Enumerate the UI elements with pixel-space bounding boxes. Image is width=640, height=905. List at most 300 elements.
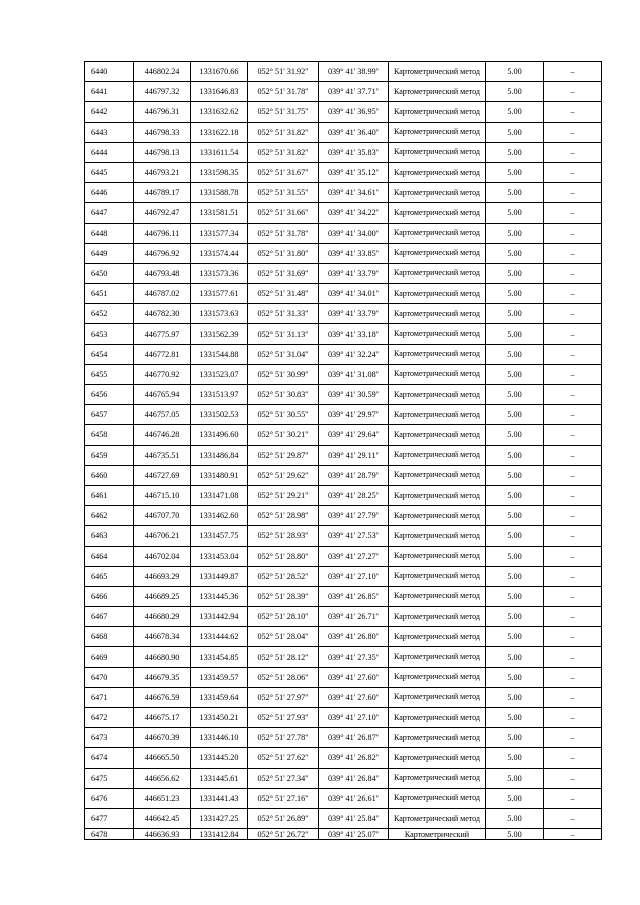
method-cell: Картометрический метод bbox=[389, 748, 486, 768]
latitude-cell: 052° 51' 28.98" bbox=[248, 506, 319, 526]
x-coordinate-cell: 446787.02 bbox=[134, 284, 191, 304]
accuracy-cell: 5.00 bbox=[486, 243, 544, 263]
description-cell: – bbox=[544, 62, 602, 82]
latitude-cell: 052° 51' 31.80" bbox=[248, 243, 319, 263]
table-row bbox=[85, 586, 602, 606]
y-coordinate-cell: 1331562.39 bbox=[191, 324, 248, 344]
point-number-cell: 6463 bbox=[85, 526, 134, 546]
accuracy-cell: 5.00 bbox=[486, 445, 544, 465]
longitude-cell: 039° 41' 27.10" bbox=[319, 566, 389, 586]
accuracy-cell: 5.00 bbox=[486, 728, 544, 748]
point-number-cell: 6445 bbox=[85, 162, 134, 182]
latitude-cell: 052° 51' 29.21" bbox=[248, 485, 319, 505]
x-coordinate-cell: 446665.50 bbox=[134, 748, 191, 768]
latitude-cell: 052° 51' 27.93" bbox=[248, 708, 319, 728]
method-cell: Картометрический метод bbox=[389, 142, 486, 162]
description-cell: – bbox=[544, 183, 602, 203]
longitude-cell: 039° 41' 26.80" bbox=[319, 627, 389, 647]
point-number-cell: 6468 bbox=[85, 627, 134, 647]
description-cell: – bbox=[544, 425, 602, 445]
point-number-cell: 6452 bbox=[85, 304, 134, 324]
description-cell: – bbox=[544, 243, 602, 263]
description-cell: – bbox=[544, 263, 602, 283]
y-coordinate-cell: 1331445.61 bbox=[191, 768, 248, 788]
description-cell: – bbox=[544, 526, 602, 546]
longitude-cell: 039° 41' 35.83" bbox=[319, 142, 389, 162]
point-number-cell: 6441 bbox=[85, 82, 134, 102]
point-number-cell: 6450 bbox=[85, 263, 134, 283]
latitude-cell: 052° 51' 28.80" bbox=[248, 546, 319, 566]
method-cell: Картометрический метод bbox=[389, 647, 486, 667]
point-number-cell: 6444 bbox=[85, 142, 134, 162]
point-number-cell: 6470 bbox=[85, 667, 134, 687]
method-cell: Картометрический метод bbox=[389, 425, 486, 445]
x-coordinate-cell: 446680.29 bbox=[134, 607, 191, 627]
latitude-cell: 052° 51' 31.92" bbox=[248, 62, 319, 82]
table-row bbox=[85, 183, 602, 203]
latitude-cell: 052° 51' 31.33" bbox=[248, 304, 319, 324]
point-number-cell: 6443 bbox=[85, 122, 134, 142]
table-row bbox=[85, 263, 602, 283]
point-number-cell: 6455 bbox=[85, 364, 134, 384]
y-coordinate-cell: 1331445.36 bbox=[191, 586, 248, 606]
point-number-cell: 6472 bbox=[85, 708, 134, 728]
method-cell: Картометрический метод bbox=[389, 728, 486, 748]
x-coordinate-cell: 446802.24 bbox=[134, 62, 191, 82]
accuracy-cell: 5.00 bbox=[486, 485, 544, 505]
x-coordinate-cell: 446797.32 bbox=[134, 82, 191, 102]
x-coordinate-cell: 446678.34 bbox=[134, 627, 191, 647]
y-coordinate-cell: 1331496.60 bbox=[191, 425, 248, 445]
method-cell: Картометрический метод bbox=[389, 364, 486, 384]
y-coordinate-cell: 1331449.87 bbox=[191, 566, 248, 586]
y-coordinate-cell: 1331412.84 bbox=[191, 829, 248, 840]
accuracy-cell: 5.00 bbox=[486, 263, 544, 283]
point-number-cell: 6467 bbox=[85, 607, 134, 627]
latitude-cell: 052° 51' 31.67" bbox=[248, 162, 319, 182]
longitude-cell: 039° 41' 29.11" bbox=[319, 445, 389, 465]
accuracy-cell: 5.00 bbox=[486, 647, 544, 667]
longitude-cell: 039° 41' 26.82" bbox=[319, 748, 389, 768]
description-cell: – bbox=[544, 142, 602, 162]
description-cell: – bbox=[544, 768, 602, 788]
accuracy-cell: 5.00 bbox=[486, 788, 544, 808]
description-cell: – bbox=[544, 586, 602, 606]
latitude-cell: 052° 51' 28.52" bbox=[248, 566, 319, 586]
table-row bbox=[85, 829, 602, 840]
latitude-cell: 052° 51' 28.04" bbox=[248, 627, 319, 647]
x-coordinate-cell: 446770.92 bbox=[134, 364, 191, 384]
table-row bbox=[85, 62, 602, 82]
table-row bbox=[85, 647, 602, 667]
y-coordinate-cell: 1331513.97 bbox=[191, 385, 248, 405]
description-cell: – bbox=[544, 566, 602, 586]
description-cell: – bbox=[544, 788, 602, 808]
latitude-cell: 052° 51' 31.78" bbox=[248, 82, 319, 102]
point-number-cell: 6448 bbox=[85, 223, 134, 243]
longitude-cell: 039° 41' 32.24" bbox=[319, 344, 389, 364]
method-cell: Картометрический метод bbox=[389, 566, 486, 586]
latitude-cell: 052° 51' 27.62" bbox=[248, 748, 319, 768]
x-coordinate-cell: 446656.62 bbox=[134, 768, 191, 788]
method-cell: Картометрический метод bbox=[389, 465, 486, 485]
x-coordinate-cell: 446798.33 bbox=[134, 122, 191, 142]
x-coordinate-cell: 446782.30 bbox=[134, 304, 191, 324]
table-row bbox=[85, 485, 602, 505]
latitude-cell: 052° 51' 28.93" bbox=[248, 526, 319, 546]
x-coordinate-cell: 446775.97 bbox=[134, 324, 191, 344]
longitude-cell: 039° 41' 36.95" bbox=[319, 102, 389, 122]
latitude-cell: 052° 51' 27.34" bbox=[248, 768, 319, 788]
table-row bbox=[85, 102, 602, 122]
point-number-cell: 6466 bbox=[85, 586, 134, 606]
longitude-cell: 039° 41' 35.12" bbox=[319, 162, 389, 182]
y-coordinate-cell: 1331459.57 bbox=[191, 667, 248, 687]
longitude-cell: 039° 41' 33.85" bbox=[319, 243, 389, 263]
x-coordinate-cell: 446757.05 bbox=[134, 405, 191, 425]
x-coordinate-cell: 446793.48 bbox=[134, 263, 191, 283]
latitude-cell: 052° 51' 26.72" bbox=[248, 829, 319, 840]
longitude-cell: 039° 41' 26.71" bbox=[319, 607, 389, 627]
point-number-cell: 6458 bbox=[85, 425, 134, 445]
table-row bbox=[85, 344, 602, 364]
latitude-cell: 052° 51' 31.75" bbox=[248, 102, 319, 122]
method-cell: Картометрический метод bbox=[389, 546, 486, 566]
accuracy-cell: 5.00 bbox=[486, 223, 544, 243]
table-row bbox=[85, 203, 602, 223]
point-number-cell: 6478 bbox=[85, 829, 134, 840]
longitude-cell: 039° 41' 29.64" bbox=[319, 425, 389, 445]
latitude-cell: 052° 51' 30.99" bbox=[248, 364, 319, 384]
table-row bbox=[85, 808, 602, 828]
method-cell: Картометрический метод bbox=[389, 526, 486, 546]
y-coordinate-cell: 1331502.53 bbox=[191, 405, 248, 425]
method-cell: Картометрический метод bbox=[389, 708, 486, 728]
description-cell: – bbox=[544, 304, 602, 324]
x-coordinate-cell: 446675.17 bbox=[134, 708, 191, 728]
description-cell: – bbox=[544, 405, 602, 425]
x-coordinate-cell: 446702.04 bbox=[134, 546, 191, 566]
x-coordinate-cell: 446796.92 bbox=[134, 243, 191, 263]
point-number-cell: 6453 bbox=[85, 324, 134, 344]
y-coordinate-cell: 1331471.08 bbox=[191, 485, 248, 505]
method-cell: Картометрический метод bbox=[389, 223, 486, 243]
longitude-cell: 039° 41' 28.25" bbox=[319, 485, 389, 505]
longitude-cell: 039° 41' 27.60" bbox=[319, 687, 389, 707]
latitude-cell: 052° 51' 31.55" bbox=[248, 183, 319, 203]
accuracy-cell: 5.00 bbox=[486, 385, 544, 405]
description-cell: – bbox=[544, 324, 602, 344]
table-row bbox=[85, 566, 602, 586]
point-number-cell: 6459 bbox=[85, 445, 134, 465]
accuracy-cell: 5.00 bbox=[486, 304, 544, 324]
description-cell: – bbox=[544, 162, 602, 182]
longitude-cell: 039° 41' 34.00" bbox=[319, 223, 389, 243]
table-row bbox=[85, 324, 602, 344]
description-cell: – bbox=[544, 667, 602, 687]
longitude-cell: 039° 41' 34.01" bbox=[319, 284, 389, 304]
x-coordinate-cell: 446746.28 bbox=[134, 425, 191, 445]
y-coordinate-cell: 1331453.04 bbox=[191, 546, 248, 566]
x-coordinate-cell: 446680.90 bbox=[134, 647, 191, 667]
table-row bbox=[85, 223, 602, 243]
longitude-cell: 039° 41' 26.61" bbox=[319, 788, 389, 808]
description-cell: – bbox=[544, 506, 602, 526]
method-cell: Картометрический метод bbox=[389, 183, 486, 203]
y-coordinate-cell: 1331573.63 bbox=[191, 304, 248, 324]
longitude-cell: 039° 41' 26.85" bbox=[319, 586, 389, 606]
latitude-cell: 052° 51' 31.82" bbox=[248, 142, 319, 162]
table-row bbox=[85, 728, 602, 748]
point-number-cell: 6469 bbox=[85, 647, 134, 667]
method-cell: Картометрический метод bbox=[389, 304, 486, 324]
method-cell: Картометрический метод bbox=[389, 385, 486, 405]
accuracy-cell: 5.00 bbox=[486, 687, 544, 707]
latitude-cell: 052° 51' 31.82" bbox=[248, 122, 319, 142]
description-cell: – bbox=[544, 122, 602, 142]
longitude-cell: 039° 41' 27.27" bbox=[319, 546, 389, 566]
latitude-cell: 052° 51' 31.48" bbox=[248, 284, 319, 304]
x-coordinate-cell: 446706.21 bbox=[134, 526, 191, 546]
table-row bbox=[85, 748, 602, 768]
table-row bbox=[85, 162, 602, 182]
point-number-cell: 6465 bbox=[85, 566, 134, 586]
table-row bbox=[85, 687, 602, 707]
latitude-cell: 052° 51' 31.13" bbox=[248, 324, 319, 344]
longitude-cell: 039° 41' 25.84" bbox=[319, 808, 389, 828]
latitude-cell: 052° 51' 28.12" bbox=[248, 647, 319, 667]
table-row bbox=[85, 243, 602, 263]
method-cell: Картометрический метод bbox=[389, 122, 486, 142]
accuracy-cell: 5.00 bbox=[486, 203, 544, 223]
accuracy-cell: 5.00 bbox=[486, 183, 544, 203]
y-coordinate-cell: 1331486.84 bbox=[191, 445, 248, 465]
accuracy-cell: 5.00 bbox=[486, 627, 544, 647]
longitude-cell: 039° 41' 31.08" bbox=[319, 364, 389, 384]
method-cell: Картометрический метод bbox=[389, 607, 486, 627]
y-coordinate-cell: 1331444.62 bbox=[191, 627, 248, 647]
accuracy-cell: 5.00 bbox=[486, 364, 544, 384]
x-coordinate-cell: 446651.23 bbox=[134, 788, 191, 808]
longitude-cell: 039° 41' 37.71" bbox=[319, 82, 389, 102]
point-number-cell: 6449 bbox=[85, 243, 134, 263]
longitude-cell: 039° 41' 34.61" bbox=[319, 183, 389, 203]
description-cell: – bbox=[544, 687, 602, 707]
x-coordinate-cell: 446676.59 bbox=[134, 687, 191, 707]
y-coordinate-cell: 1331427.25 bbox=[191, 808, 248, 828]
longitude-cell: 039° 41' 33.79" bbox=[319, 263, 389, 283]
latitude-cell: 052° 51' 30.83" bbox=[248, 385, 319, 405]
longitude-cell: 039° 41' 27.10" bbox=[319, 708, 389, 728]
y-coordinate-cell: 1331581.51 bbox=[191, 203, 248, 223]
latitude-cell: 052° 51' 27.78" bbox=[248, 728, 319, 748]
point-number-cell: 6471 bbox=[85, 687, 134, 707]
y-coordinate-cell: 1331450.21 bbox=[191, 708, 248, 728]
y-coordinate-cell: 1331670.66 bbox=[191, 62, 248, 82]
method-cell: Картометрический метод bbox=[389, 808, 486, 828]
description-cell: – bbox=[544, 465, 602, 485]
point-number-cell: 6456 bbox=[85, 385, 134, 405]
description-cell: – bbox=[544, 485, 602, 505]
point-number-cell: 6474 bbox=[85, 748, 134, 768]
table-row bbox=[85, 788, 602, 808]
x-coordinate-cell: 446715.10 bbox=[134, 485, 191, 505]
latitude-cell: 052° 51' 31.04" bbox=[248, 344, 319, 364]
point-number-cell: 6477 bbox=[85, 808, 134, 828]
point-number-cell: 6440 bbox=[85, 62, 134, 82]
longitude-cell: 039° 41' 27.60" bbox=[319, 667, 389, 687]
x-coordinate-cell: 446793.21 bbox=[134, 162, 191, 182]
accuracy-cell: 5.00 bbox=[486, 546, 544, 566]
table-row bbox=[85, 708, 602, 728]
coordinates-table bbox=[84, 61, 602, 840]
x-coordinate-cell: 446693.29 bbox=[134, 566, 191, 586]
accuracy-cell: 5.00 bbox=[486, 465, 544, 485]
point-number-cell: 6447 bbox=[85, 203, 134, 223]
y-coordinate-cell: 1331459.64 bbox=[191, 687, 248, 707]
table-row bbox=[85, 122, 602, 142]
method-cell: Картометрический метод bbox=[389, 405, 486, 425]
longitude-cell: 039° 41' 27.53" bbox=[319, 526, 389, 546]
y-coordinate-cell: 1331573.36 bbox=[191, 263, 248, 283]
point-number-cell: 6442 bbox=[85, 102, 134, 122]
accuracy-cell: 5.00 bbox=[486, 586, 544, 606]
point-number-cell: 6476 bbox=[85, 788, 134, 808]
point-number-cell: 6464 bbox=[85, 546, 134, 566]
point-number-cell: 6457 bbox=[85, 405, 134, 425]
y-coordinate-cell: 1331598.35 bbox=[191, 162, 248, 182]
x-coordinate-cell: 446765.94 bbox=[134, 385, 191, 405]
latitude-cell: 052° 51' 27.16" bbox=[248, 788, 319, 808]
latitude-cell: 052° 51' 28.06" bbox=[248, 667, 319, 687]
latitude-cell: 052° 51' 26.89" bbox=[248, 808, 319, 828]
x-coordinate-cell: 446679.35 bbox=[134, 667, 191, 687]
point-number-cell: 6462 bbox=[85, 506, 134, 526]
y-coordinate-cell: 1331454.85 bbox=[191, 647, 248, 667]
table-row bbox=[85, 142, 602, 162]
y-coordinate-cell: 1331462.60 bbox=[191, 506, 248, 526]
longitude-cell: 039° 41' 28.79" bbox=[319, 465, 389, 485]
description-cell: – bbox=[544, 445, 602, 465]
table-row bbox=[85, 445, 602, 465]
description-cell: – bbox=[544, 546, 602, 566]
method-cell: Картометрический метод bbox=[389, 284, 486, 304]
longitude-cell: 039° 41' 27.79" bbox=[319, 506, 389, 526]
method-cell: Картометрический метод bbox=[389, 324, 486, 344]
y-coordinate-cell: 1331445.20 bbox=[191, 748, 248, 768]
accuracy-cell: 5.00 bbox=[486, 405, 544, 425]
x-coordinate-cell: 446689.25 bbox=[134, 586, 191, 606]
longitude-cell: 039° 41' 33.18" bbox=[319, 324, 389, 344]
x-coordinate-cell: 446642.45 bbox=[134, 808, 191, 828]
accuracy-cell: 5.00 bbox=[486, 284, 544, 304]
table-row bbox=[85, 667, 602, 687]
y-coordinate-cell: 1331480.91 bbox=[191, 465, 248, 485]
longitude-cell: 039° 41' 26.87" bbox=[319, 728, 389, 748]
accuracy-cell: 5.00 bbox=[486, 708, 544, 728]
method-cell: Картометрический метод bbox=[389, 243, 486, 263]
y-coordinate-cell: 1331632.62 bbox=[191, 102, 248, 122]
accuracy-cell: 5.00 bbox=[486, 122, 544, 142]
method-cell: Картометрический метод bbox=[389, 62, 486, 82]
description-cell: – bbox=[544, 808, 602, 828]
method-cell: Картометрический метод bbox=[389, 102, 486, 122]
y-coordinate-cell: 1331441.43 bbox=[191, 788, 248, 808]
latitude-cell: 052° 51' 28.10" bbox=[248, 607, 319, 627]
method-cell: Картометрический метод bbox=[389, 586, 486, 606]
table-row bbox=[85, 627, 602, 647]
y-coordinate-cell: 1331442.94 bbox=[191, 607, 248, 627]
longitude-cell: 039° 41' 27.35" bbox=[319, 647, 389, 667]
accuracy-cell: 5.00 bbox=[486, 82, 544, 102]
method-cell: Картометрический метод bbox=[389, 788, 486, 808]
x-coordinate-cell: 446772.81 bbox=[134, 344, 191, 364]
description-cell: – bbox=[544, 203, 602, 223]
description-cell: – bbox=[544, 223, 602, 243]
y-coordinate-cell: 1331577.34 bbox=[191, 223, 248, 243]
latitude-cell: 052° 51' 30.21" bbox=[248, 425, 319, 445]
method-cell: Картометрический метод bbox=[389, 506, 486, 526]
y-coordinate-cell: 1331457.75 bbox=[191, 526, 248, 546]
x-coordinate-cell: 446789.17 bbox=[134, 183, 191, 203]
point-number-cell: 6454 bbox=[85, 344, 134, 364]
longitude-cell: 039° 41' 30.59" bbox=[319, 385, 389, 405]
x-coordinate-cell: 446670.39 bbox=[134, 728, 191, 748]
table-row bbox=[85, 768, 602, 788]
method-cell: Картометрический метод bbox=[389, 203, 486, 223]
x-coordinate-cell: 446798.13 bbox=[134, 142, 191, 162]
description-cell: – bbox=[544, 364, 602, 384]
y-coordinate-cell: 1331611.54 bbox=[191, 142, 248, 162]
table-row bbox=[85, 526, 602, 546]
method-cell: Картометрический метод bbox=[389, 445, 486, 465]
accuracy-cell: 5.00 bbox=[486, 425, 544, 445]
accuracy-cell: 5.00 bbox=[486, 566, 544, 586]
method-cell: Картометрический метод bbox=[389, 627, 486, 647]
description-cell: – bbox=[544, 102, 602, 122]
latitude-cell: 052° 51' 29.87" bbox=[248, 445, 319, 465]
x-coordinate-cell: 446796.31 bbox=[134, 102, 191, 122]
description-cell: – bbox=[544, 647, 602, 667]
description-cell: – bbox=[544, 728, 602, 748]
latitude-cell: 052° 51' 31.78" bbox=[248, 223, 319, 243]
point-number-cell: 6446 bbox=[85, 183, 134, 203]
method-cell: Картометрический метод bbox=[389, 162, 486, 182]
method-cell: Картометрический метод bbox=[389, 485, 486, 505]
x-coordinate-cell: 446636.93 bbox=[134, 829, 191, 840]
y-coordinate-cell: 1331544.88 bbox=[191, 344, 248, 364]
description-cell: – bbox=[544, 708, 602, 728]
accuracy-cell: 5.00 bbox=[486, 142, 544, 162]
table-row bbox=[85, 607, 602, 627]
table-body bbox=[85, 62, 602, 840]
table-row bbox=[85, 364, 602, 384]
y-coordinate-cell: 1331646.83 bbox=[191, 82, 248, 102]
accuracy-cell: 5.00 bbox=[486, 768, 544, 788]
description-cell: – bbox=[544, 385, 602, 405]
method-cell: Картометрический метод bbox=[389, 687, 486, 707]
y-coordinate-cell: 1331577.61 bbox=[191, 284, 248, 304]
latitude-cell: 052° 51' 30.55" bbox=[248, 405, 319, 425]
y-coordinate-cell: 1331622.18 bbox=[191, 122, 248, 142]
x-coordinate-cell: 446727.69 bbox=[134, 465, 191, 485]
x-coordinate-cell: 446796.11 bbox=[134, 223, 191, 243]
table-row bbox=[85, 465, 602, 485]
accuracy-cell: 5.00 bbox=[486, 506, 544, 526]
longitude-cell: 039° 41' 36.40" bbox=[319, 122, 389, 142]
accuracy-cell: 5.00 bbox=[486, 607, 544, 627]
latitude-cell: 052° 51' 31.69" bbox=[248, 263, 319, 283]
